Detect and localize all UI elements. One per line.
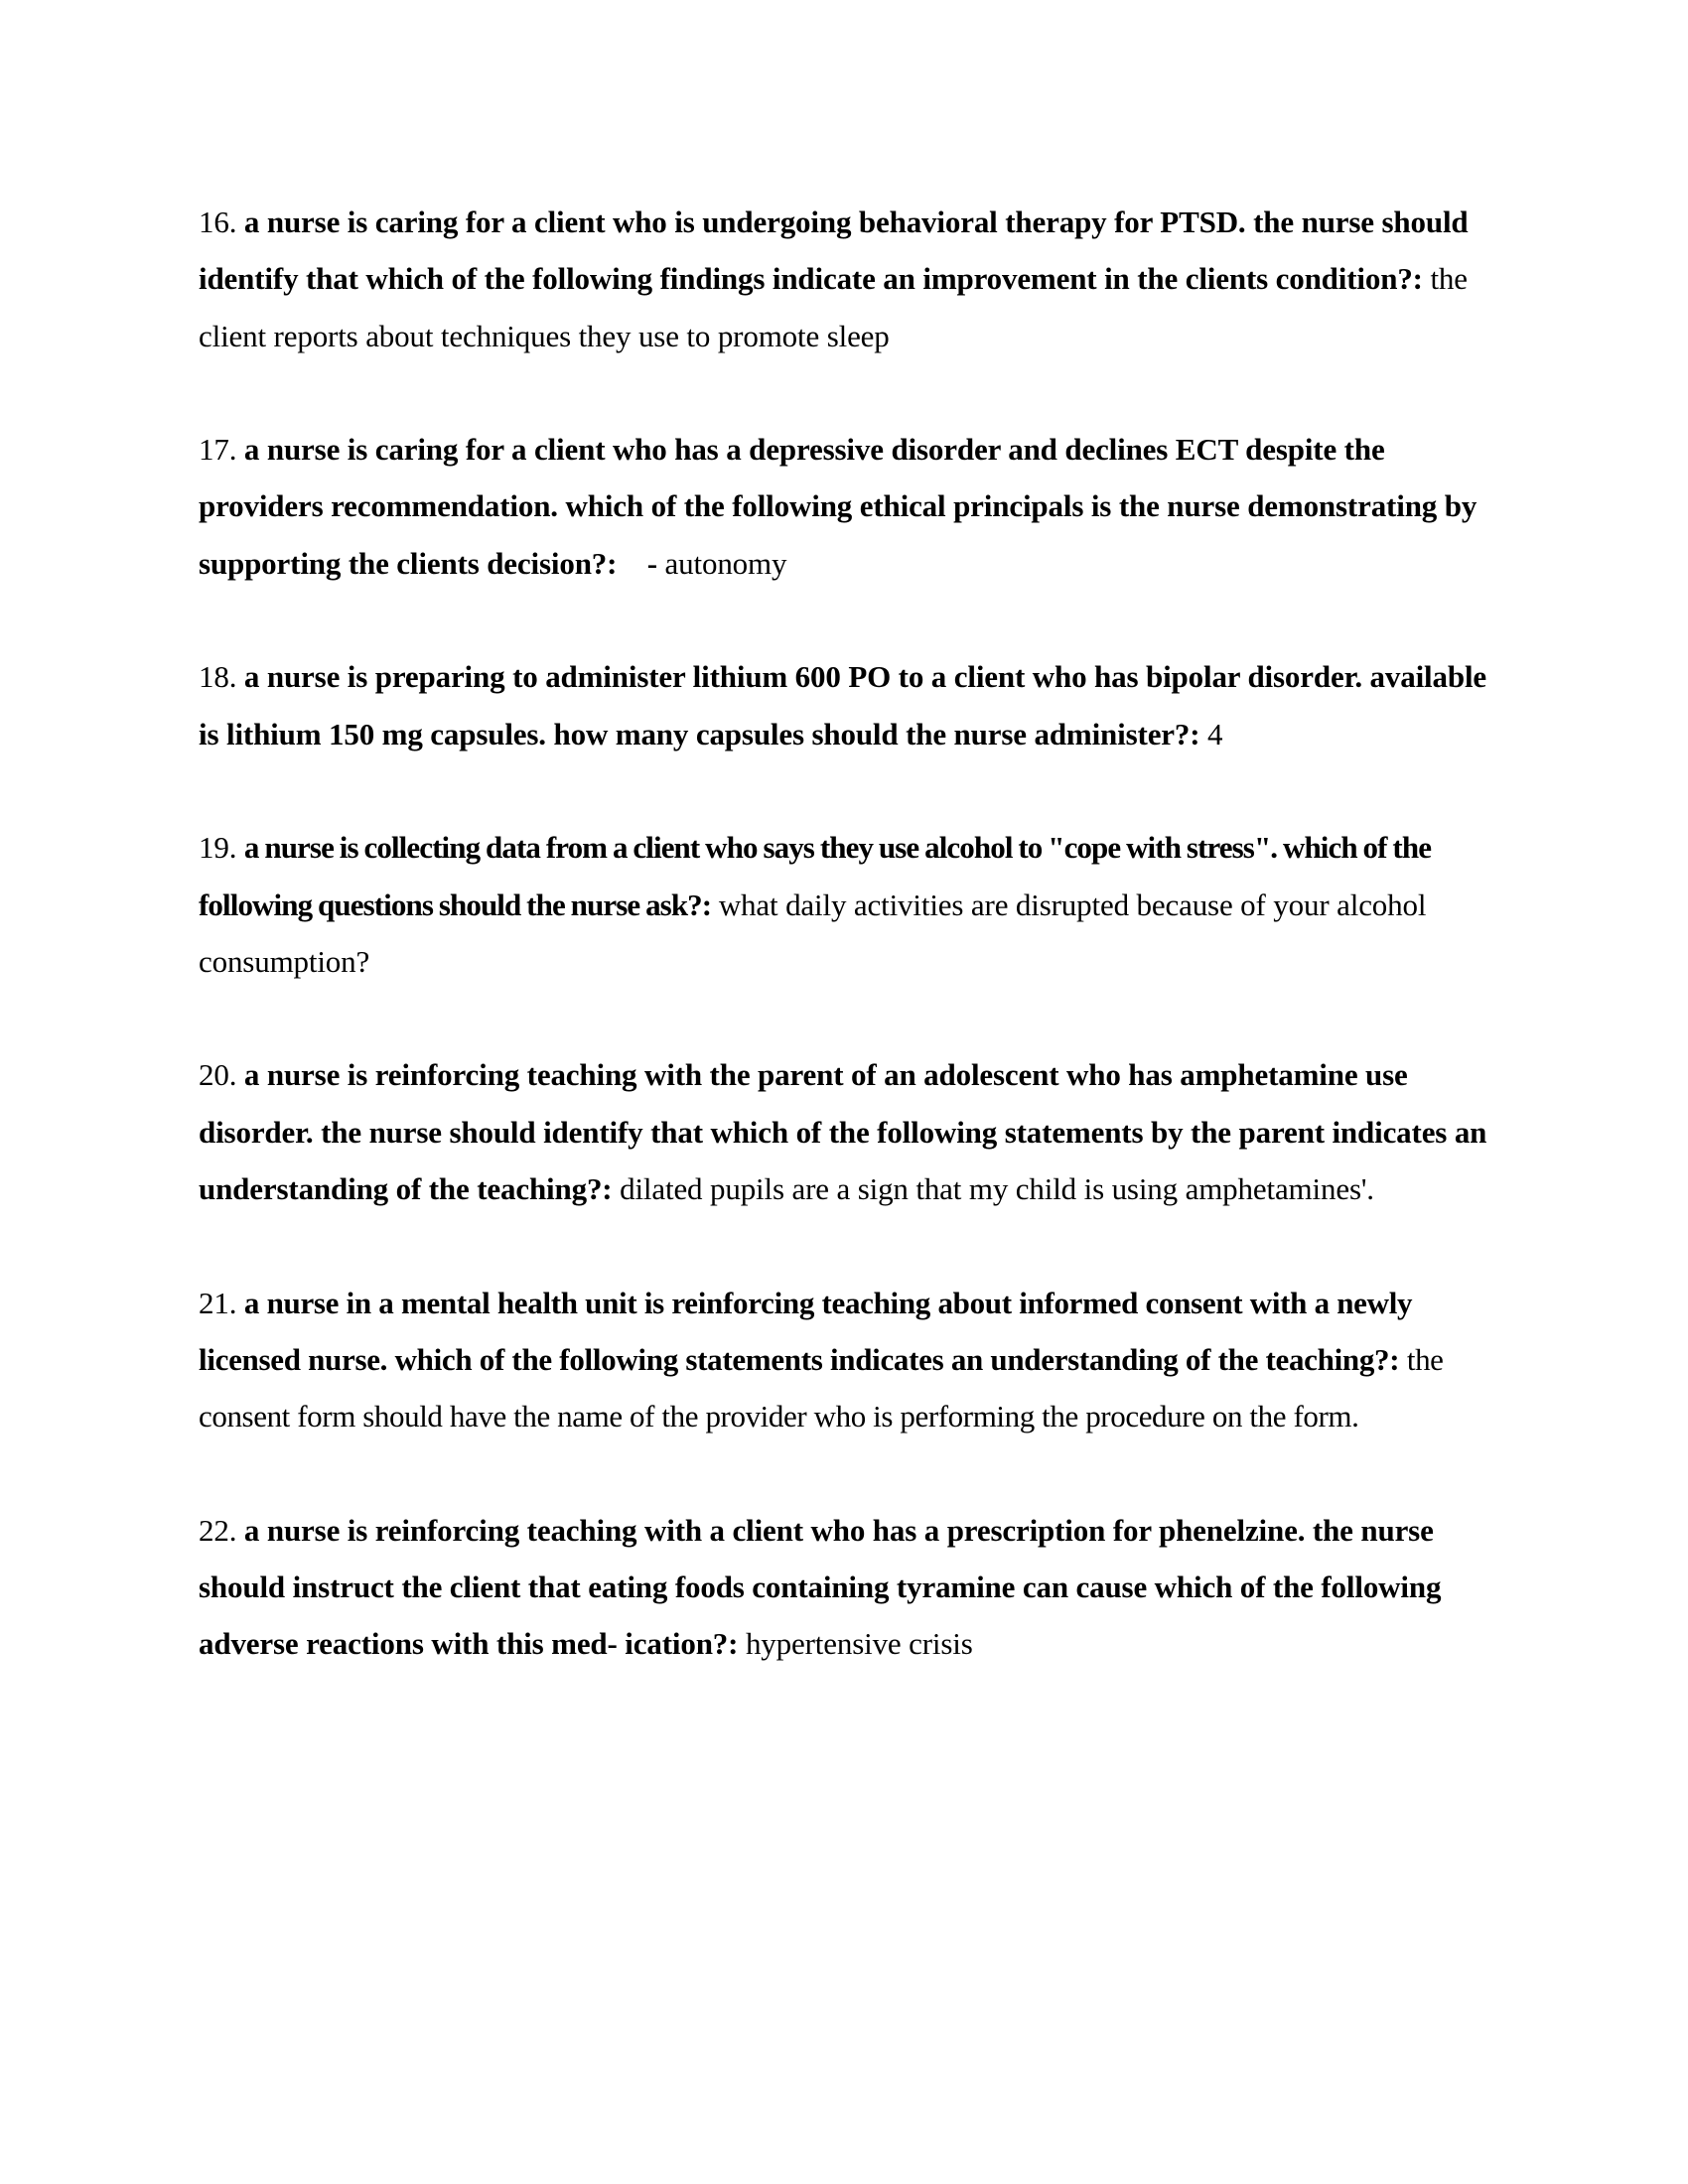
- answer-text: dilated pupils are a sign that my child is using amphetamines'.: [620, 1171, 1374, 1207]
- question-item-16: [199, 194, 1499, 364]
- answer-text: 4: [1207, 716, 1223, 751]
- question-number: 22.: [199, 1512, 237, 1548]
- question-text: a nurse is preparing to administer lithium 600 PO to a client who has bipolar disorder. available is lithium 150 mg capsules. how many capsules should the nurse administer?:: [199, 659, 1487, 751]
- answer-text: hypertensive crisis: [745, 1626, 973, 1662]
- question-number: 18.: [199, 659, 237, 695]
- question-item-19: [199, 819, 1499, 990]
- question-item-20: [199, 1046, 1499, 1217]
- question-text: a nurse is reinforcing teaching with a client who has a prescription for phenelzine. the nurse should instruct the client that eating foods containing tyramine can cause which of the following adverse reactions with this med- ication?:: [199, 1512, 1442, 1662]
- question-number: 17.: [199, 432, 237, 468]
- question-number: 16.: [199, 205, 237, 239]
- answer-text: what daily activities are disrupted because of your alcohol consumption?: [199, 887, 1427, 979]
- question-item-18: [199, 648, 1499, 762]
- question-text: a nurse is caring for a client who has a depressive disorder and declines ECT despite the providers recommendation. which of the following ethical principals is the nurse demonstrating by supporting the clients decision?:: [199, 432, 1477, 581]
- answer-dash: -: [646, 545, 657, 581]
- question-text: a nurse is collecting data from a client who says they use alcohol to "cope with stress". which of the following questions should the nurse ask?:: [199, 830, 1432, 922]
- question-item-21: [199, 1275, 1499, 1445]
- answer-text: the consent form should have the name of the provider who is performing the procedure on the form.: [199, 1341, 1444, 1434]
- answer-text: the client reports about techniques they use to promote sleep: [199, 261, 1468, 353]
- question-text: a nurse is reinforcing teaching with the parent of an adolescent who has amphetamine use disorder. the nurse should identify that which of the following statements by the parent indicates an understanding of the teaching?:: [199, 1057, 1487, 1207]
- question-item-17: [199, 421, 1499, 592]
- document-page: [199, 194, 1499, 1729]
- question-number: 19.: [199, 830, 237, 866]
- question-number: 21.: [199, 1285, 237, 1320]
- question-item-22: [199, 1502, 1499, 1673]
- answer-text: autonomy: [664, 545, 787, 581]
- question-text: a nurse in a mental health unit is reinforcing teaching about informed consent with a newly licensed nurse. which of the following statements indicates an understanding of the teaching?:: [199, 1285, 1413, 1377]
- question-text: a nurse is caring for a client who is undergoing behavioral therapy for PTSD. the nurse should identify that which of the following findings indicate an improvement in the clients condition?:: [199, 205, 1469, 297]
- question-number: 20.: [199, 1057, 237, 1093]
